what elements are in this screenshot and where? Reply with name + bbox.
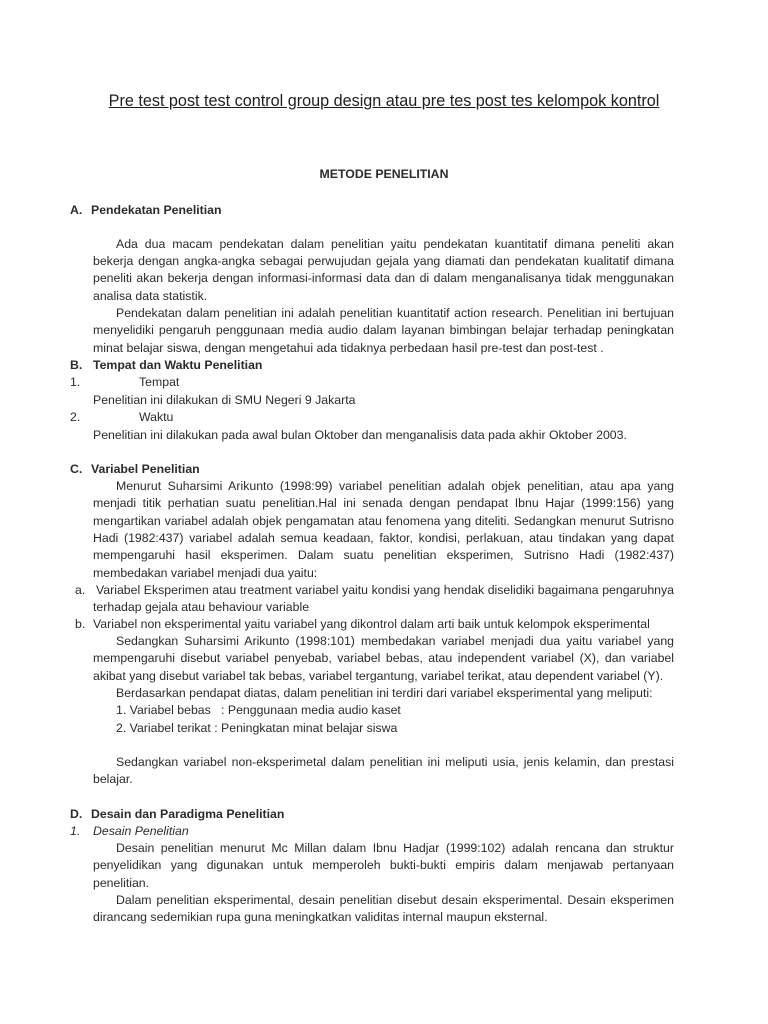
section-a-p1-line: peneliti akan bekerja dengan informasi-informasi data dan di dalam menganalisanya tidak menggunakan — [93, 271, 674, 285]
subsection-number: 1. — [70, 824, 81, 838]
section-b-heading: Tempat dan Waktu Penelitian — [93, 358, 263, 372]
main-heading: METODE PENELITIAN — [319, 167, 449, 181]
variable-list-item: 2. Variabel terikat : Peningkatan minat belajar siswa — [116, 721, 398, 735]
section-a-marker: A. — [70, 203, 83, 217]
list-item-marker: a. — [75, 583, 86, 597]
document-title: Pre test post test control group design atau pre tes post tes kelompok kontrol — [108, 92, 660, 110]
section-c-p4-line: belajar. — [93, 772, 133, 786]
section-c-p2-line: mempengaruhi disebut variabel penyebab, variabel bebas, atau independent variabel (X), dan variabel — [93, 651, 674, 665]
list-item-marker: b. — [75, 617, 86, 631]
list-item-text: Variabel Eksperimen atau treatment variabel yaitu kondisi yang hendak diselidiki bagaimana pengaruhnya — [96, 583, 674, 597]
list-item-number: 2. — [70, 410, 81, 424]
list-item-label: Tempat — [139, 375, 180, 389]
section-c-marker: C. — [70, 462, 83, 476]
list-item-text: Penelitian ini dilakukan pada awal bulan Oktober dan menganalisis data pada akhir Oktober 2003. — [93, 428, 627, 442]
list-item-text: terhadap gejala atau behaviour variable — [93, 600, 310, 614]
list-item-text: Variabel non eksperimental yaitu variabel yang dikontrol dalam arti baik untuk kelompok eksperimental — [93, 617, 650, 631]
list-item-text: Penelitian ini dilakukan di SMU Negeri 9 Jakarta — [93, 393, 356, 407]
section-a-heading: Pendekatan Penelitian — [91, 203, 222, 217]
section-c-p3: Berdasarkan pendapat diatas, dalam penelitian ini terdiri dari variabel eksperimental yang meliputi: — [116, 686, 653, 700]
section-d-heading: Desain dan Paradigma Penelitian — [91, 807, 285, 821]
section-d-p2-line: dirancang sedemikian rupa guna meningkatkan validitas internal maupun eksternal. — [93, 910, 548, 924]
section-c-p1-line: mengartikan variabel adalah objek pengamatan atau fenomena yang diteliti. Sedangkan menurut Sutrisno — [93, 514, 674, 528]
section-d-p1-line: Desain penelitian menurut Mc Millan dalam Ibnu Hadjar (1999:102) adalah rencana dan struktur — [116, 841, 674, 855]
section-c-p4-line: Sedangkan variabel non-eksperimetal dalam penelitian ini meliputi usia, jenis kelamin, dan prestasi — [116, 755, 674, 769]
subsection-heading: Desain Penelitian — [93, 824, 189, 838]
list-item-label: Waktu — [139, 410, 174, 424]
section-a-p1-line: bekerja dengan angka-angka sebagai perwujudan gejala yang diamati dan pendekatan kualitatif dimana — [93, 254, 674, 268]
section-d-p1-line: penyelidikan yang digunakan untuk memperoleh bukti-bukti empiris dalam menjawab pertanyaan — [93, 858, 674, 872]
section-c-p1-line: menjadi titik perhatian suatu penelitian.Hal ini senada dengan pendapat Ibnu Hajar (1999:156) yang — [93, 496, 674, 510]
section-c-p2-line: Sedangkan Suharsimi Arikunto (1998:101) membedakan variabel menjadi dua yaitu variabel yang — [116, 634, 674, 648]
section-a-p2-line: Pendekatan dalam penelitian ini adalah penelitian kuantitatif action research. Penelitian ini bertujuan — [116, 306, 674, 320]
section-a-p2-line: menyelidiki pengaruh penggunaan media audio dalam layanan bimbingan belajar terhadap peningkatan — [93, 323, 674, 337]
list-item-number: 1. — [70, 375, 81, 389]
section-d-marker: D. — [70, 807, 83, 821]
section-a-p1-line: Ada dua macam pendekatan dalam penelitian yaitu pendekatan kuantitatif dimana peneliti akan — [116, 237, 674, 251]
section-a-p2-line: minat belajar siswa, dengan mengetahui ada tidaknya perbedaan hasil pre-test dan post-test . — [93, 341, 604, 355]
variable-list-item: 1. Variabel bebas : Penggunaan media audio kaset — [116, 703, 401, 717]
section-b-marker: B. — [70, 358, 83, 372]
section-d-p2-line: Dalam penelitian eksperimental, desain penelitian disebut desain eksperimental. Desain eksperimen — [116, 893, 674, 907]
section-c-p1-line: membedakan variabel menjadi dua yaitu: — [93, 566, 318, 580]
section-c-p2-line: akibat yang disebut variabel tak bebas, variabel tergantung, variabel terikat, atau dependent variabel (Y). — [93, 669, 664, 683]
section-c-p1-line: mempengaruhi hasil eksperimen. Dalam suatu penelitian eksperimen, Sutrisno Hadi (1982:437) — [93, 548, 674, 562]
section-c-p1-line: Menurut Suharsimi Arikunto (1998:99) variabel penelitian adalah objek penelitian, atau apa yang — [116, 479, 674, 493]
section-c-heading: Variabel Penelitian — [91, 462, 200, 476]
section-a-p1-line: analisa data statistik. — [93, 289, 208, 303]
section-c-p1-line: Hadi (1982:437) variabel adalah semua keadaan, faktor, kondisi, perlakuan, atau tindakan yang dapat — [93, 531, 674, 545]
section-d-p1-line: penelitian. — [93, 876, 150, 890]
